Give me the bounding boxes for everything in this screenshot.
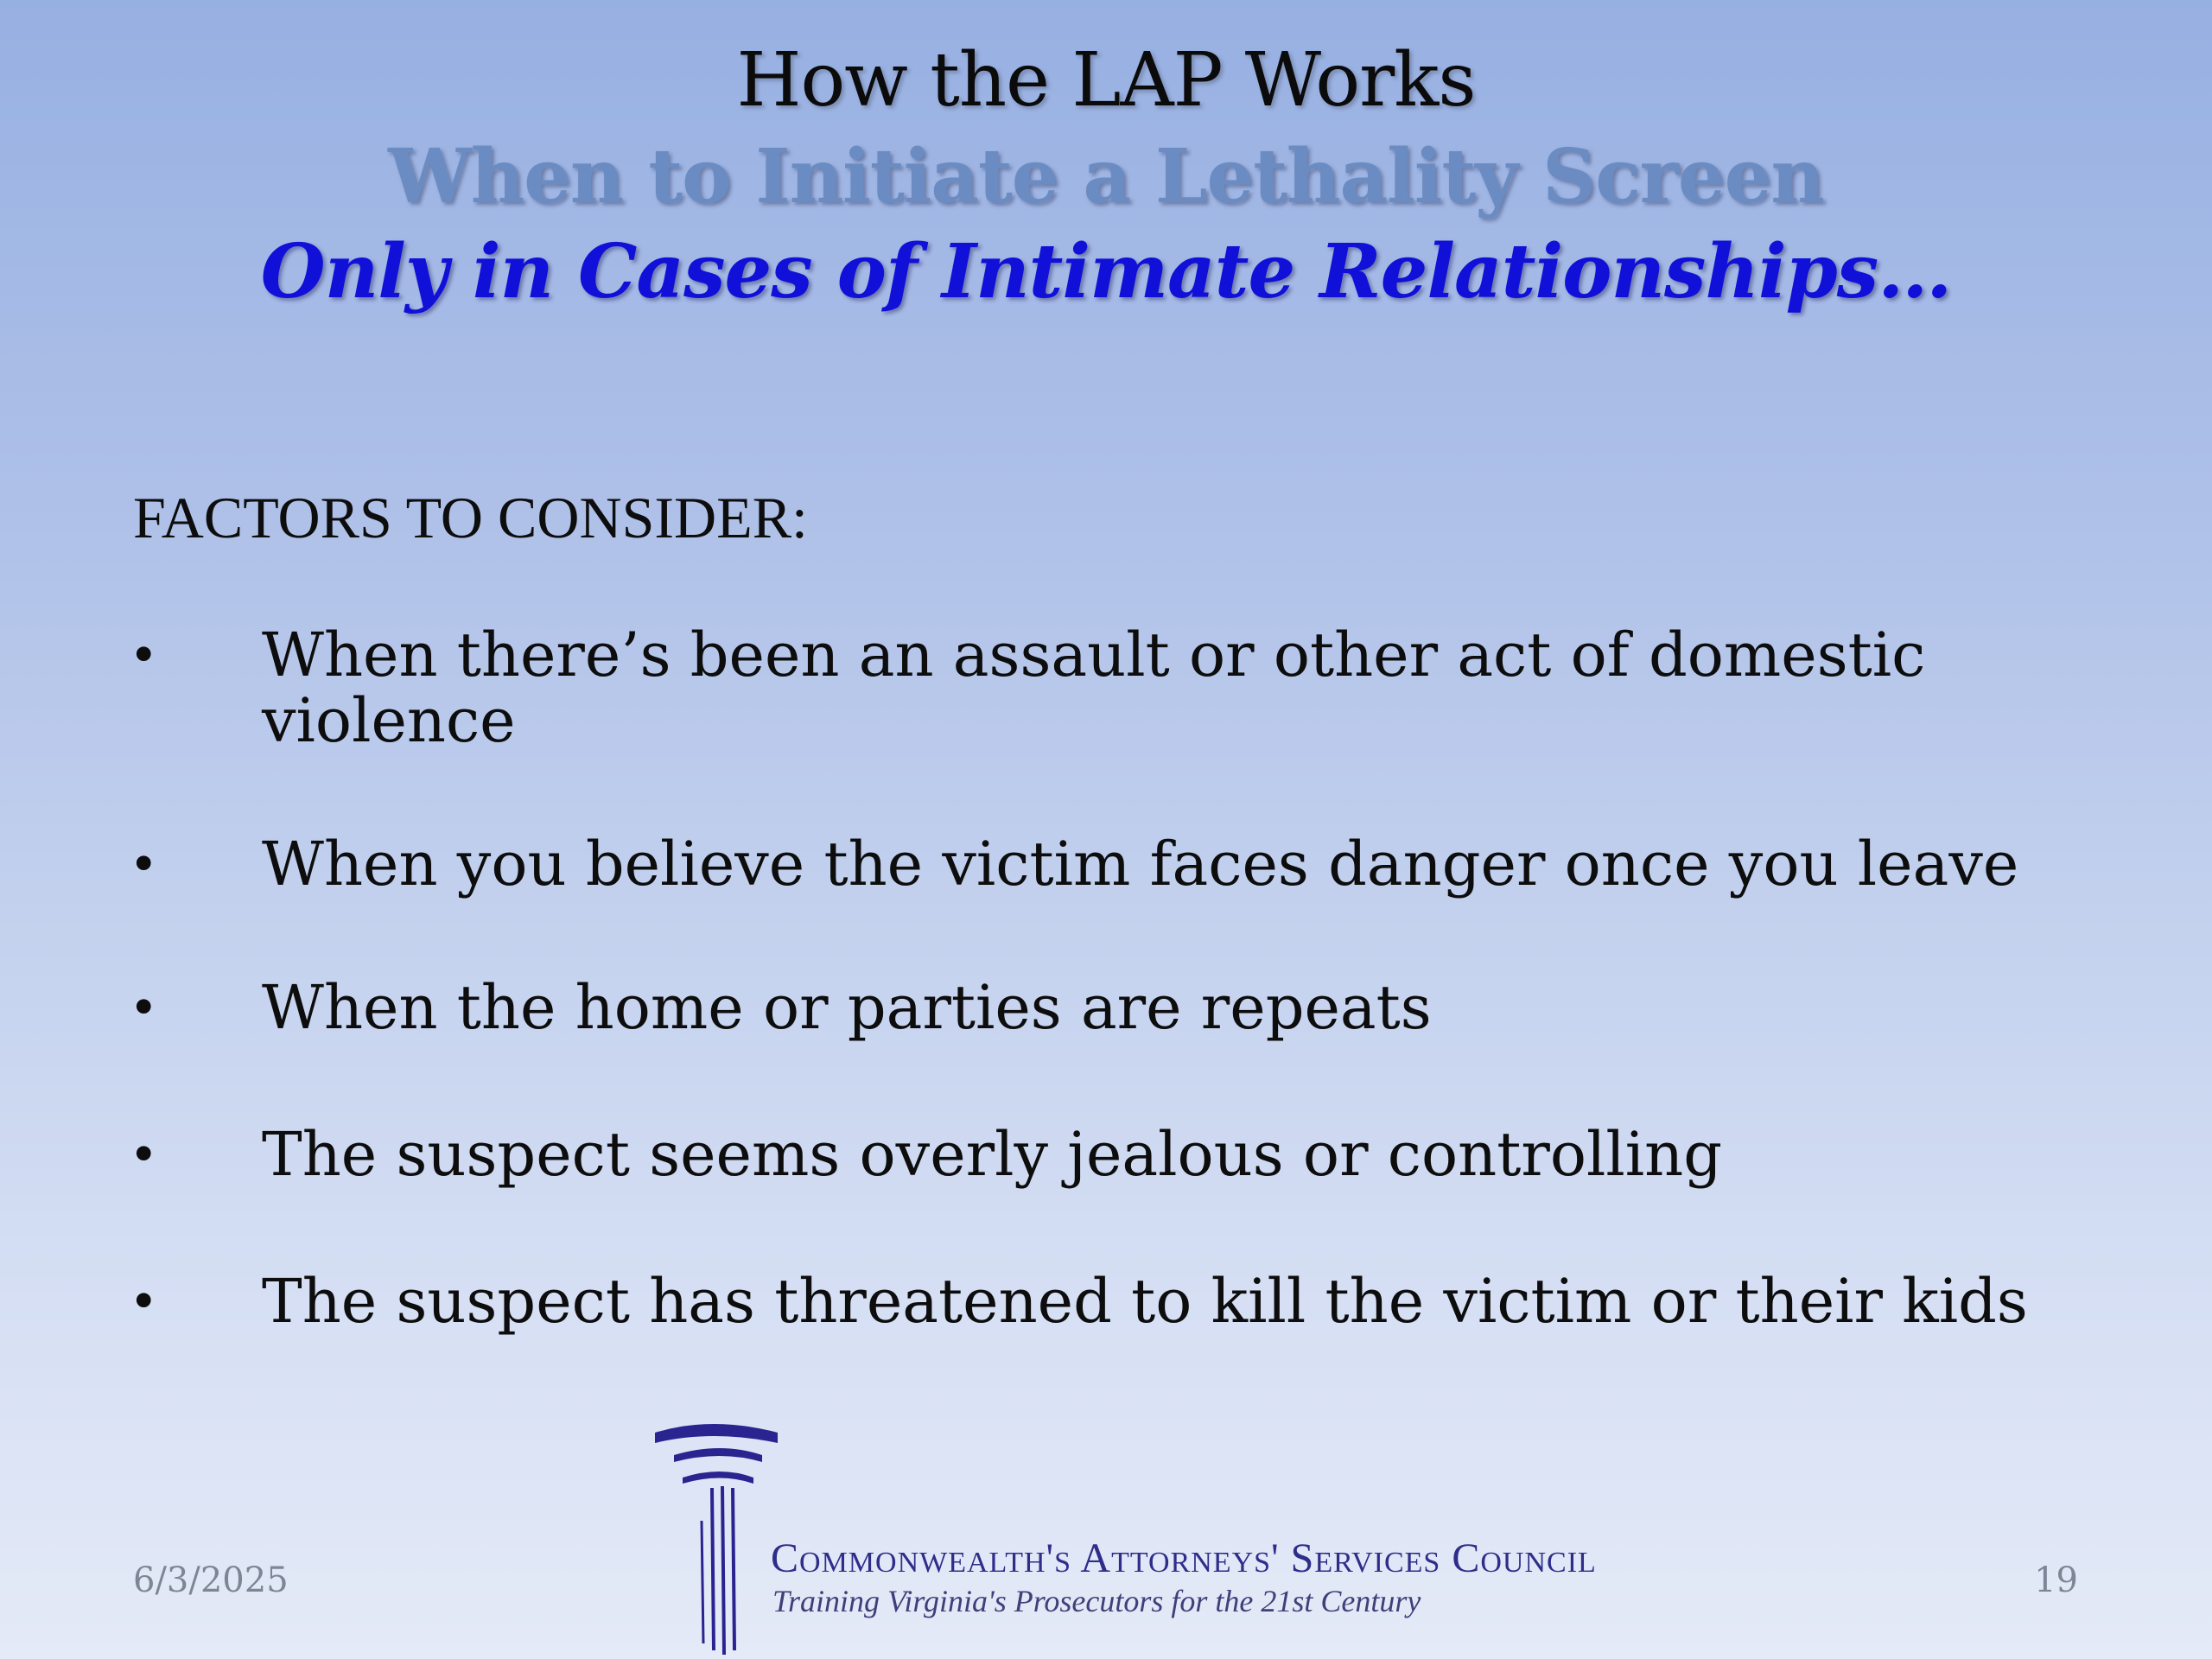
bullet-list [133, 620, 2120, 1337]
bullet-text: When the home or parties are repeats [262, 972, 1432, 1043]
slide-subtitle: When to Initiate a Lethality Screen [388, 132, 1824, 220]
bullet-text: When you believe the victim faces danger once you leave [262, 829, 2019, 899]
bullet-item [133, 831, 2120, 897]
title-block [0, 35, 2212, 319]
logo-tagline: Training Virginia's Prosecutors for the 21st Century [772, 1584, 1421, 1618]
bullet-text: The suspect seems overly jealous or controlling [262, 1119, 1723, 1190]
bullet-icon: • [133, 830, 155, 897]
bullet-icon: • [133, 1268, 155, 1334]
bullet-icon: • [133, 621, 155, 688]
page-number: 19 [2034, 1560, 2078, 1600]
bullet-text: When there’s been an assault or other act of domestic violence [262, 620, 1926, 756]
factors-heading: FACTORS TO CONSIDER: [133, 485, 808, 550]
bullet-item [133, 1266, 2120, 1337]
column-pillar-icon [652, 1417, 790, 1659]
bullet-item [133, 1119, 2120, 1190]
slide-subtitle-italic: Only in Cases of Intimate Relationships… [260, 228, 1952, 316]
bullet-item [133, 620, 2120, 756]
bullet-item [133, 972, 2120, 1043]
logo-name: Commonwealth's Attorneys' Services Council [771, 1535, 1597, 1581]
slide-title: How the LAP Works [736, 37, 1476, 124]
bullet-icon: • [133, 1121, 155, 1187]
bullet-icon: • [133, 974, 155, 1040]
footer-date: 6/3/2025 [133, 1560, 289, 1600]
casc-logo [652, 1417, 1602, 1659]
bullet-text: The suspect has threatened to kill the victim or their kids [262, 1266, 2028, 1337]
